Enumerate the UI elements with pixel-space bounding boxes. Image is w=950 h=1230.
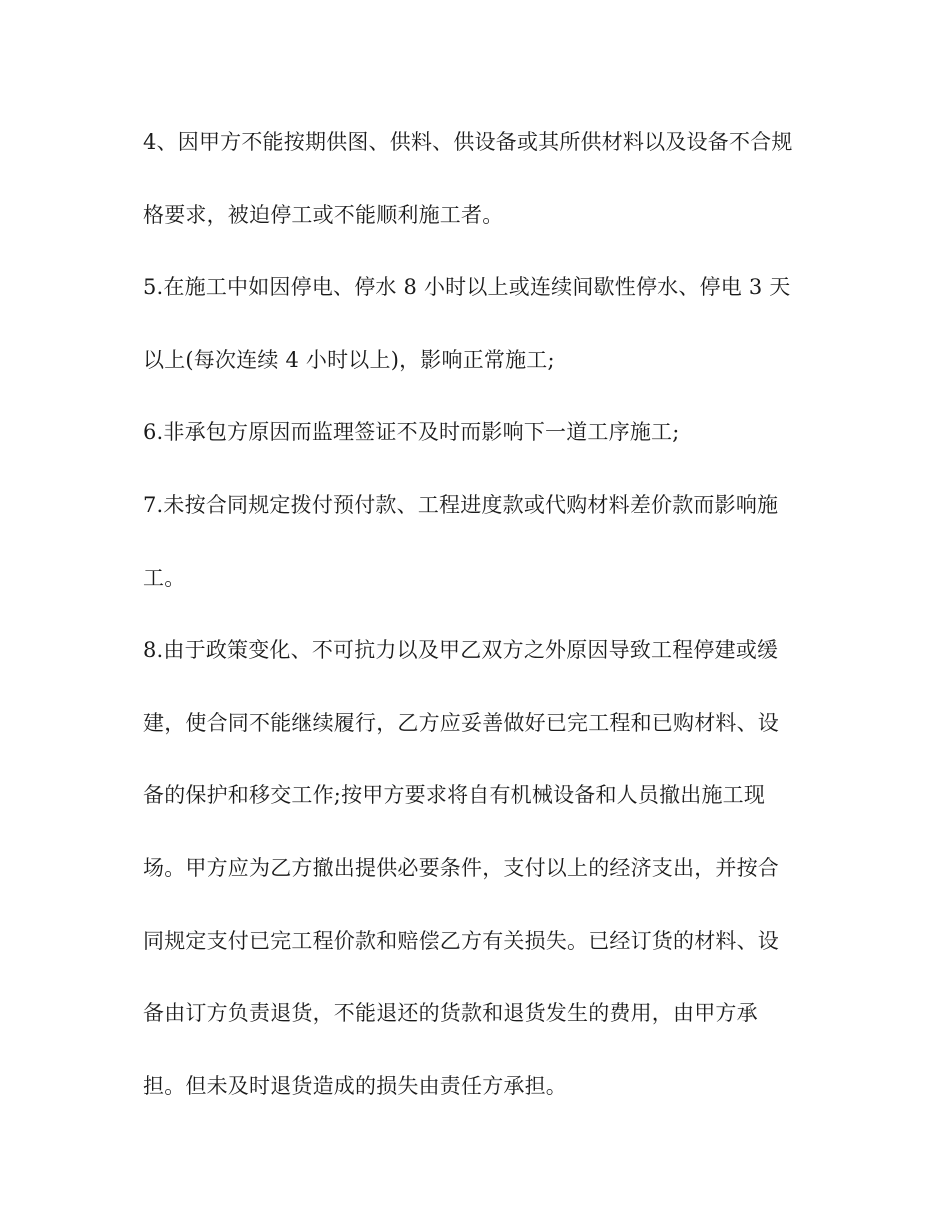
text-line-11: 场。甲方应为乙方撤出提供必要条件，支付以上的经济支出，并按合 <box>143 855 779 880</box>
text-line-13: 备由订方负责退货，不能退还的货款和退货发生的费用，由甲方承 <box>143 1001 758 1026</box>
text-line-1: 4、因甲方不能按期供图、供料、供设备或其所供材料以及设备不合规 <box>143 130 793 154</box>
text-line-10: 备的保护和移交工作;按甲方要求将自有机械设备和人员撤出施工现 <box>143 783 766 808</box>
document-body <box>143 124 813 1140</box>
text-line-8: 8.由于政策变化、不可抗力以及甲乙双方之外原因导致工程停建或缓 <box>143 638 779 663</box>
text-line-12: 同规定支付已完工程价款和赔偿乙方有关损失。已经订货的材料、设 <box>143 928 779 953</box>
text-line-4: 以上(每次连续 4 小时以上)，影响正常施工; <box>143 347 555 372</box>
text-line-6: 7.未按合同规定拨付预付款、工程进度款或代购材料差价款而影响施 <box>143 492 779 517</box>
text-line-2: 格要求，被迫停工或不能顺利施工者。 <box>143 202 504 227</box>
text-line-7: 工。 <box>143 565 186 590</box>
text-line-9: 建，使合同不能继续履行，乙方应妥善做好已完工程和已购材料、设 <box>143 710 779 735</box>
text-line-14: 担。但未及时退货造成的损失由责任方承担。 <box>143 1073 567 1098</box>
text-line-5: 6.非承包方原因而监理签证不及时而影响下一道工序施工; <box>143 420 680 445</box>
text-line-3: 5.在施工中如因停电、停水 8 小时以上或连续间歇性停水、停电 3 天 <box>143 275 791 300</box>
